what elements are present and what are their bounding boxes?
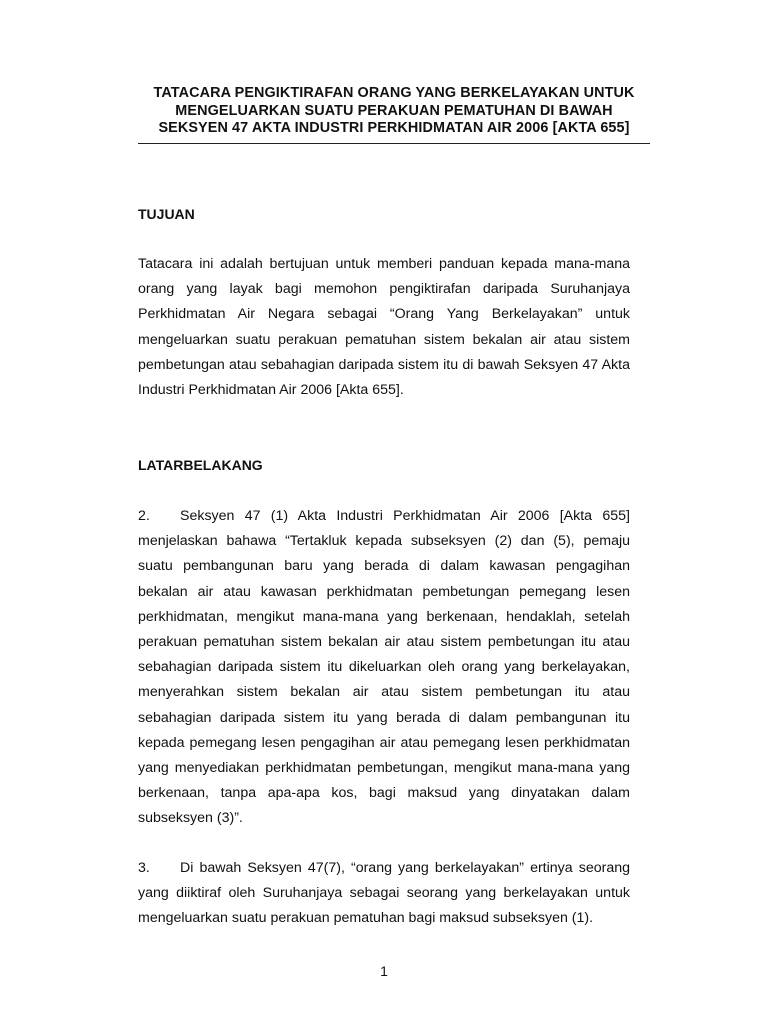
paragraph-3 [138, 856, 630, 932]
paragraph-line: perkhidmatan, mengikut mana-mana yang berkenaan, hendaklah, setelah [138, 608, 630, 625]
paragraph-line: yang menyediakan perkhidmatan pembetungan, mengikut mana-mana yang [138, 759, 630, 776]
title-line: MENGELUARKAN SUATU PERAKUAN PEMATUHAN DI BAWAH [175, 102, 613, 119]
paragraph-line: bekalan air atau kawasan perkhidmatan pembetungan pemegang lesen [138, 583, 630, 600]
paragraph-first-line-text: Seksyen 47 (1) Akta Industri Perkhidmatan Air 2006 [Akta 655] [180, 508, 630, 524]
paragraph-line: subseksyen (3)”. [138, 810, 243, 827]
paragraph-tujuan [138, 252, 630, 403]
paragraph-line: pembetungan atau sebahagian daripada sistem itu di bawah Seksyen 47 Akta [138, 356, 630, 373]
paragraph-first-line [138, 504, 630, 529]
paragraph-line: menyerahkan sistem bekalan air atau sistem pembetungan itu atau [138, 684, 630, 701]
page-number: 1 [380, 963, 388, 979]
paragraph-line: yang diiktiraf oleh Suruhanjaya sebagai seorang yang berkelayakan untuk [138, 885, 630, 902]
title-line: TATACARA PENGIKTIRAFAN ORANG YANG BERKELAYAKAN UNTUK [153, 85, 635, 101]
paragraph-line: mengeluarkan suatu perakuan pematuhan sistem bekalan air atau sistem [138, 331, 630, 348]
paragraph-line: sebahagian daripada sistem itu dikeluarkan oleh orang yang berkelayakan, [138, 659, 630, 676]
paragraph-line: perakuan pematuhan sistem bekalan air atau sistem pembetungan itu atau [138, 633, 630, 650]
paragraph-line: Tatacara ini adalah bertujuan untuk memberi panduan kepada mana-mana [138, 256, 630, 272]
paragraph-number: 3. [138, 860, 150, 876]
title-line: SEKSYEN 47 AKTA INDUSTRI PERKHIDMATAN AIR 2006 [AKTA 655] [158, 120, 630, 136]
paragraph-number: 2. [138, 508, 150, 524]
paragraph-line: berkenaan, tanpa apa-apa kos, bagi maksud yang dinyatakan dalam [138, 785, 630, 802]
paragraph-line: orang yang layak bagi memohon pengiktirafan daripada Suruhanjaya [138, 281, 630, 298]
section-heading-latarbelakang: LATARBELAKANG [138, 457, 263, 473]
paragraph-line: menjelaskan bahawa “Tertakluk kepada subseksyen (2) dan (5), pemaju [138, 533, 630, 550]
paragraph-first-line [138, 856, 630, 881]
paragraph-line: suatu pembangunan baru yang berada di dalam kawasan pengagihan [138, 558, 630, 575]
paragraph-line: Industri Perkhidmatan Air 2006 [Akta 655]. [138, 381, 404, 398]
document-title [138, 85, 650, 138]
section-heading-tujuan: TUJUAN [138, 206, 195, 222]
paragraph-2 [138, 504, 630, 831]
paragraph-first-line-text: Di bawah Seksyen 47(7), “orang yang berkelayakan” ertinya seorang [180, 860, 630, 876]
paragraph-line: kepada pemegang lesen pengagihan air atau pemegang lesen perkhidmatan [138, 734, 630, 751]
paragraph-line: sebahagian daripada sistem itu yang berada di dalam pembangunan itu [138, 709, 630, 726]
title-underline-divider [138, 143, 650, 144]
paragraph-line: Perkhidmatan Air Negara sebagai “Orang Yang Berkelayakan” untuk [138, 306, 630, 323]
paragraph-line: mengeluarkan suatu perakuan pematuhan bagi maksud subseksyen (1). [138, 910, 594, 927]
